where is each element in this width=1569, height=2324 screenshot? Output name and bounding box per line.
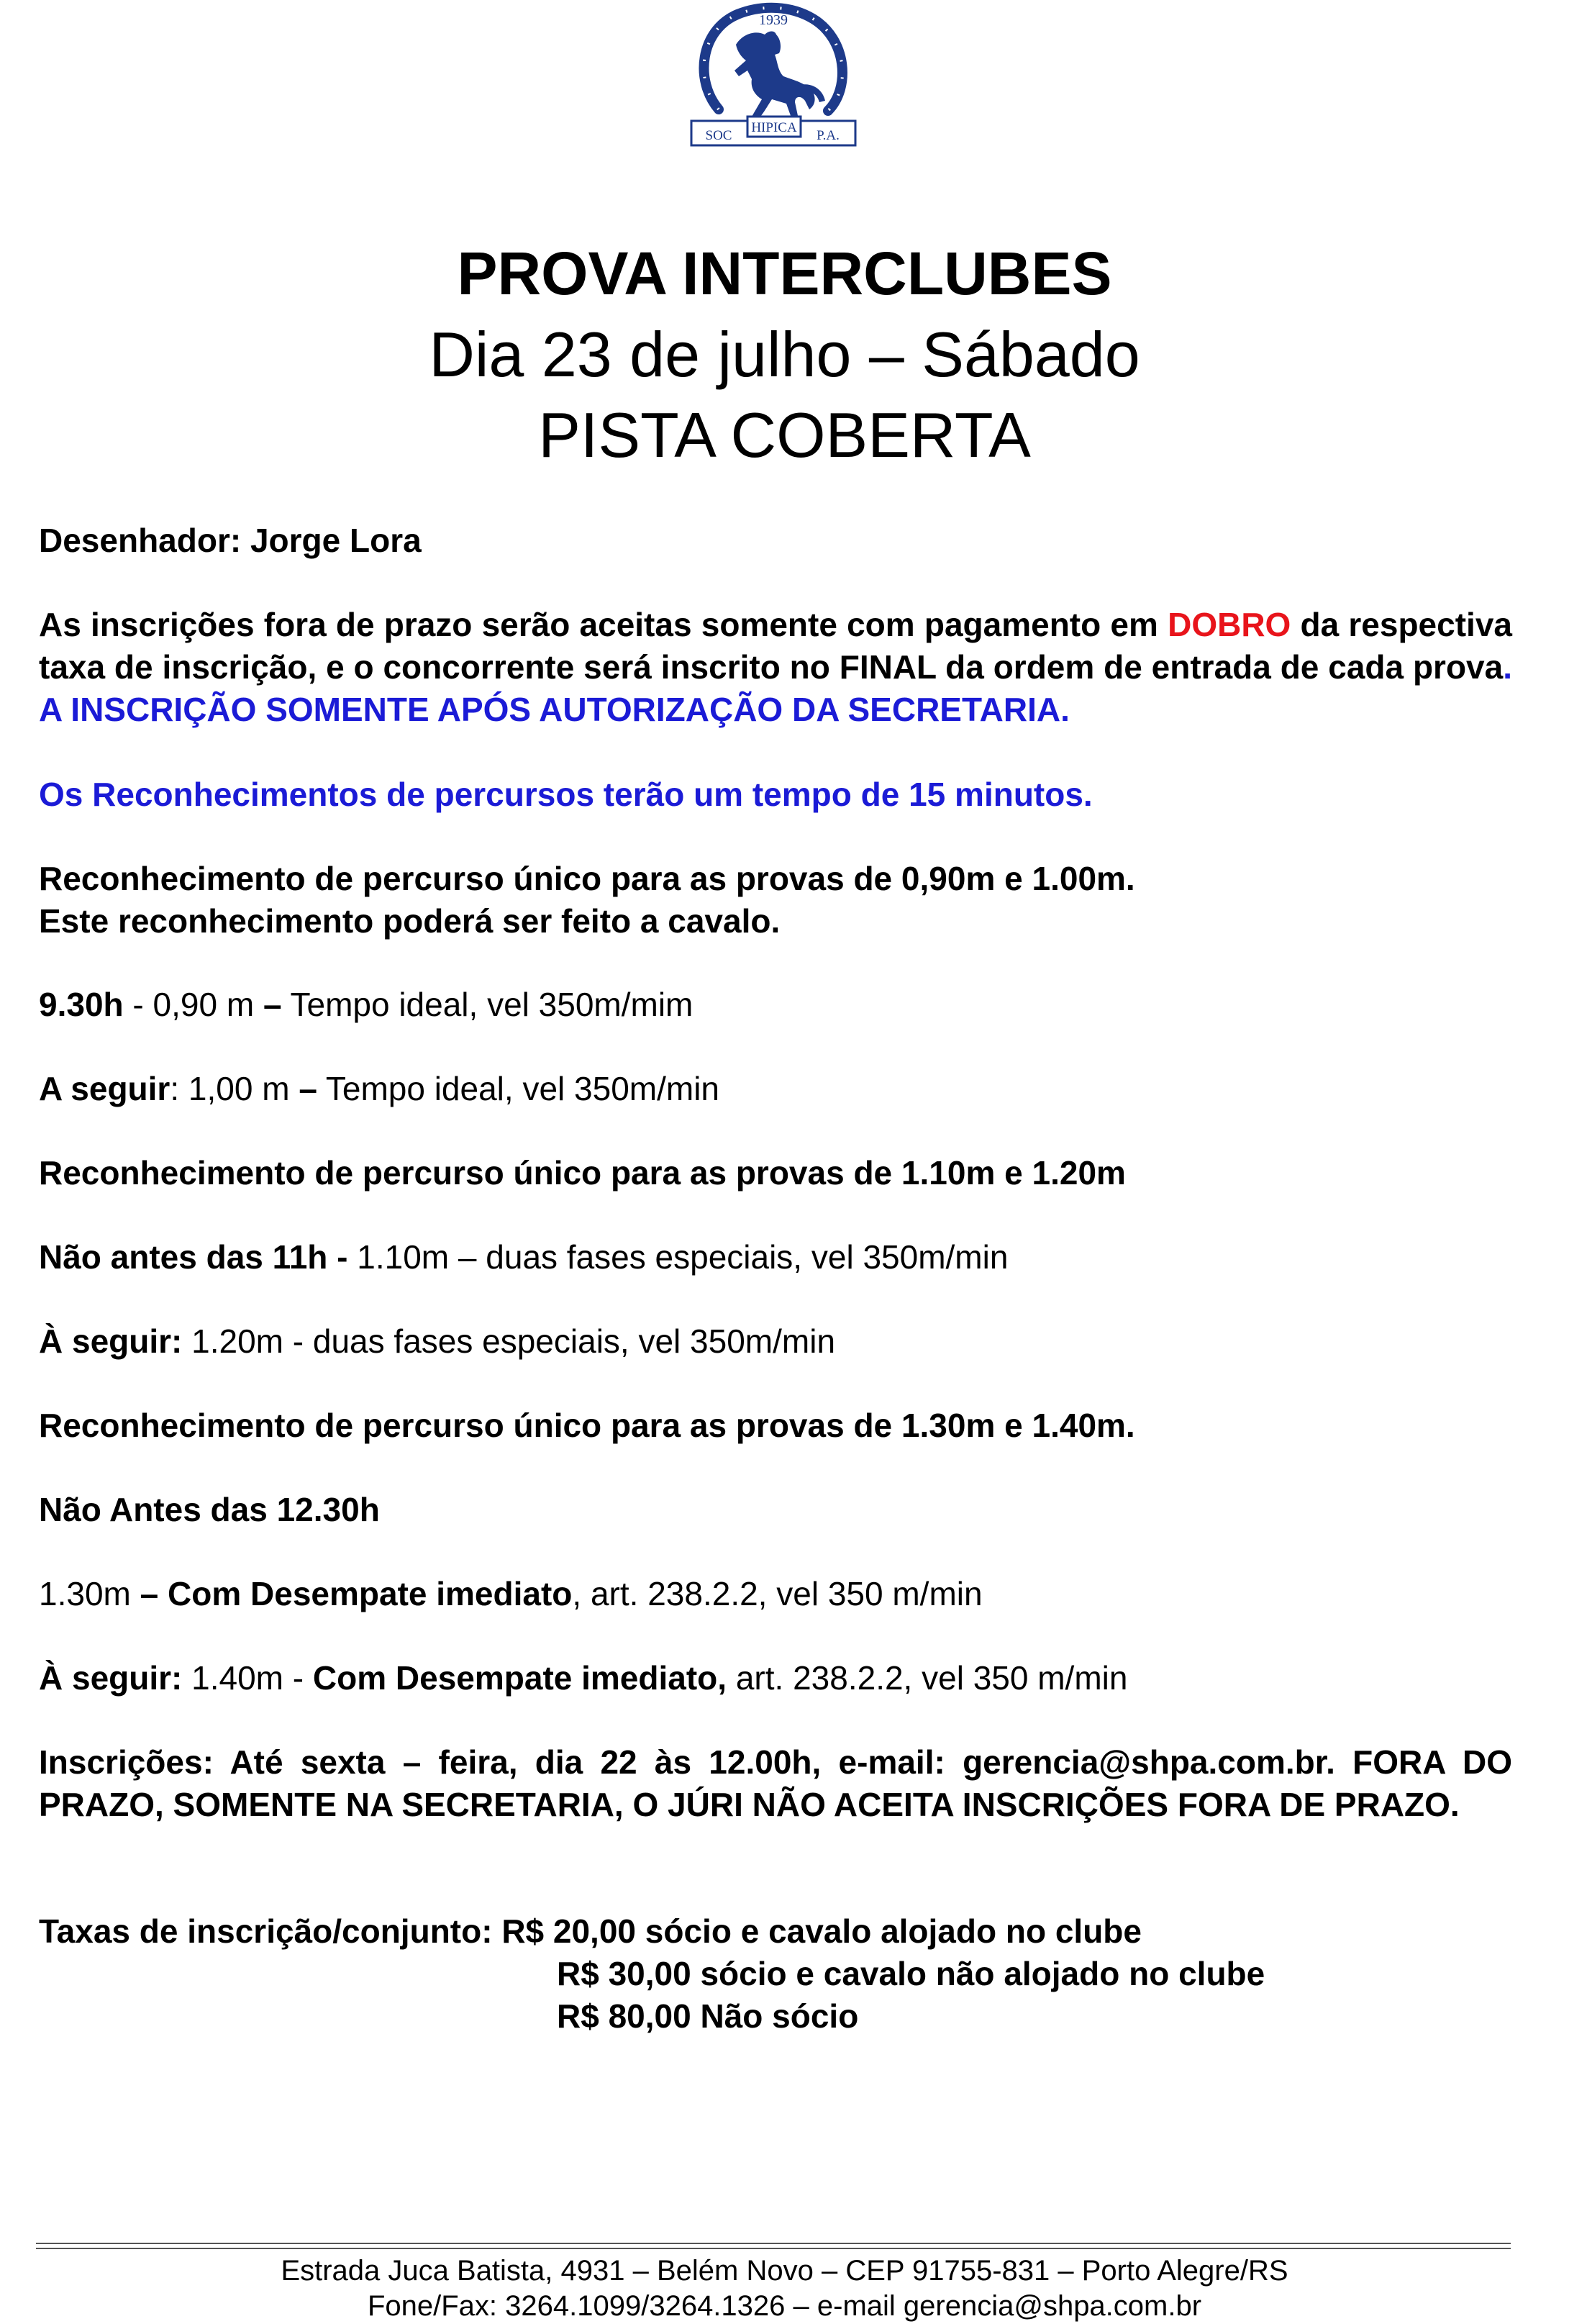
recognition-time: Os Reconhecimentos de percursos terão um tempo de 15 minutos.	[39, 776, 1093, 813]
recognition-1-line-2: Este reconhecimento poderá ser feito a cavalo.	[39, 902, 781, 940]
event-time: À seguir:	[39, 1659, 183, 1697]
recognition-1-line-1: Reconhecimento de percurso único para as provas de 0,90m e 1.00m.	[39, 860, 1135, 897]
event-detail: : 1,00 m	[170, 1070, 299, 1107]
club-logo	[687, 1, 860, 156]
page-title: PROVA INTERCLUBES	[457, 240, 1112, 307]
fee-row	[39, 1910, 1512, 1953]
event-venue: PISTA COBERTA	[538, 399, 1031, 471]
event-detail: 1.10m – duas fases especiais, vel 350m/min	[357, 1238, 1009, 1276]
event-100m	[39, 1068, 1512, 1110]
event-detail: art. 238.2.2, vel 350 m/min	[727, 1659, 1128, 1697]
event-detail: 1.30m	[39, 1575, 140, 1612]
fee-item: R$ 80,00 Não sócio	[557, 1997, 859, 2035]
event-090m	[39, 984, 1512, 1026]
footer-contact: Fone/Fax: 3264.1099/3264.1326 – e-mail gerencia@shpa.com.br	[367, 2290, 1202, 2322]
event-detail: 1.40m -	[182, 1659, 313, 1697]
late-registration-notice	[39, 604, 1512, 731]
notice-double: DOBRO	[1168, 606, 1291, 643]
event-time: Não antes das 11h -	[39, 1238, 358, 1276]
designer: Desenhador: Jorge Lora	[39, 522, 422, 559]
fee-row	[39, 1995, 1512, 2038]
event-time-1230: Não Antes das 12.30h	[39, 1491, 380, 1528]
notice-text-1: As inscrições fora de prazo serão aceitas somente com pagamento em	[39, 606, 1168, 643]
fees-section	[39, 1910, 1512, 2038]
event-date: Dia 23 de julho – Sábado	[429, 319, 1140, 390]
event-time: A seguir	[39, 1070, 170, 1107]
footer-divider	[36, 2248, 1511, 2249]
event-detail: , art. 238.2.2, vel 350 m/min	[572, 1575, 983, 1612]
event-dash: –	[140, 1575, 168, 1612]
footer-divider	[36, 2243, 1511, 2244]
event-140m	[39, 1657, 1512, 1699]
logo-left-text: SOC	[705, 128, 732, 143]
event-detail: Tempo ideal, vel 350m/mim	[281, 986, 693, 1023]
event-110m	[39, 1236, 1512, 1279]
event-dash: –	[263, 986, 282, 1023]
event-format: Com Desempate imediato,	[312, 1659, 727, 1697]
footer-address: Estrada Juca Batista, 4931 – Belém Novo – CEP 91755-831 – Porto Alegre/RS	[281, 2255, 1288, 2287]
event-time: 9.30h	[39, 986, 124, 1023]
notice-dot: .	[1503, 648, 1512, 686]
logo-year: 1939	[759, 12, 788, 28]
horse-icon	[735, 32, 825, 124]
event-format: Com Desempate imediato	[168, 1575, 573, 1612]
event-dash: –	[299, 1070, 317, 1107]
event-130m	[39, 1573, 1512, 1615]
event-detail: Tempo ideal, vel 350m/min	[317, 1070, 720, 1107]
logo-mid-text: HIPICA	[751, 120, 797, 135]
fee-item: R$ 20,00 sócio e cavalo alojado no clube	[501, 1912, 1142, 1950]
fees-label: Taxas de inscrição/conjunto:	[39, 1912, 502, 1950]
event-detail: - 0,90 m	[123, 986, 263, 1023]
event-120m	[39, 1320, 1512, 1363]
notice-text-2: da respectiva taxa de inscrição, e o concorrente será inscrito no FINAL da ordem de entrada de cada prova	[39, 606, 1512, 686]
logo-right-text: P.A.	[817, 128, 840, 143]
registration-deadline: Inscrições: Até sexta – feira, dia 22 às 12.00h, e-mail: gerencia@shpa.com.br. FORA DO PRAZO, SOMENTE NA SECRETARIA, O JÚRI NÃO ACEITA INSCRIÇÕES FORA DE PRAZO.	[39, 1743, 1512, 1823]
event-detail: 1.20m - duas fases especiais, vel 350m/min	[182, 1322, 836, 1360]
event-time: À seguir:	[39, 1322, 183, 1360]
notice-authorization: A INSCRIÇÃO SOMENTE APÓS AUTORIZAÇÃO DA SECRETARIA.	[39, 691, 1070, 728]
fee-row	[39, 1953, 1512, 1995]
fee-item: R$ 30,00 sócio e cavalo não alojado no clube	[557, 1955, 1265, 1992]
recognition-2: Reconhecimento de percurso único para as provas de 1.10m e 1.20m	[39, 1154, 1126, 1191]
recognition-3: Reconhecimento de percurso único para as provas de 1.30m e 1.40m.	[39, 1407, 1135, 1444]
